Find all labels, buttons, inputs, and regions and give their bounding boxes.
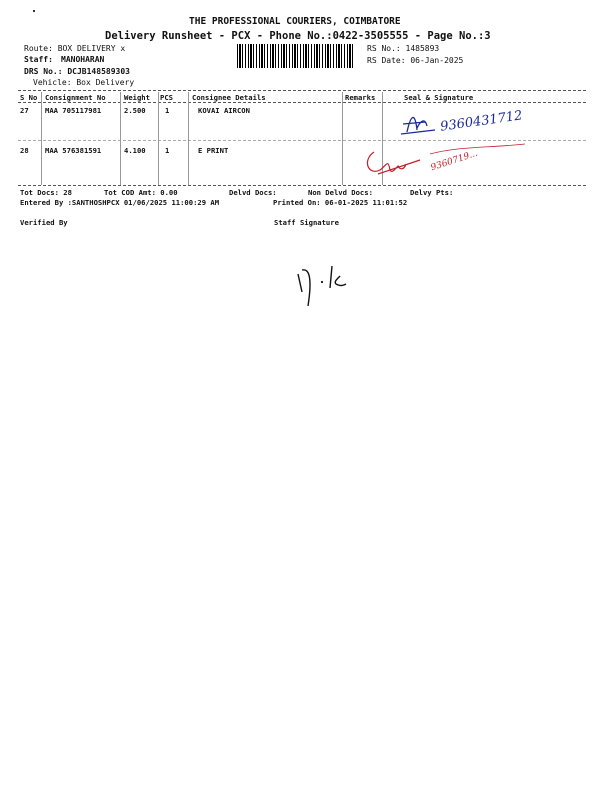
col-line [41,92,42,185]
total-docs: Tot Docs: 28 [20,188,72,197]
col-line [120,92,121,185]
header-signature: Seal & Signature [404,93,474,102]
row1-pcs: 1 [165,106,170,115]
total-cod: Tot COD Amt: 0.00 [104,188,178,197]
header-remarks: Remarks [345,93,376,102]
table-top-rule [18,90,586,91]
runsheet-subtitle: Delivery Runsheet - PCX - Phone No.:0422-3505555 - Page No.:3 [105,30,491,42]
row2-sno: 28 [20,146,29,155]
row2-phone-handwritten: 9360719... [429,148,480,174]
printed-on: Printed On: 06-01-2025 11:01:52 [273,198,408,207]
vehicle-text: Vehicle: Box Delivery [33,78,135,87]
staff-signature-label: Staff Signature [274,218,339,227]
header-weight: Weight [124,93,150,102]
row2-consignment: MAA 576381591 [45,146,102,155]
row2-consignee: E PRINT [198,146,229,155]
drs-number: DRS No.: DCJB148589303 [24,67,130,76]
header-consignee: Consignee Details [192,93,266,102]
row1-sno: 27 [20,106,29,115]
col-line [158,92,159,185]
rs-date: RS Date: 06-Jan-2025 [367,56,464,65]
barcode-icon [237,44,355,68]
delivery-points: Delvy Pts: [410,188,454,197]
verified-by: Verified By [20,218,68,227]
delivered-docs: Delvd Docs: [229,188,277,197]
header-sno: S No [20,93,38,102]
staff-value: MANOHARAN [61,55,105,64]
col-line [188,92,189,185]
handwritten-note [292,258,372,308]
entered-by: Entered By :SANTHOSHPCX 01/06/2025 11:00:29 AM [20,198,220,207]
col-line [342,92,343,185]
row2-pcs: 1 [165,146,170,155]
header-pcs: PCS [160,93,173,102]
non-delivered-docs: Non Delvd Docs: [308,188,373,197]
header-consignment: Consignment No [45,93,106,102]
row1-phone-handwritten: 9360431712 [439,108,524,135]
route-text: Route: BOX DELIVERY x [24,44,126,53]
row1-consignment: MAA 705117981 [45,106,102,115]
row1-consignee: KOVAI AIRCON [198,106,250,115]
table-header-rule [18,102,586,103]
scan-dot [33,10,35,12]
row2-weight: 4.100 [124,146,146,155]
company-title: THE PROFESSIONAL COURIERS, COIMBATORE [189,16,401,27]
row1-weight: 2.500 [124,106,146,115]
rs-number: RS No.: 1485893 [367,44,440,53]
staff-label: Staff: [24,55,53,64]
